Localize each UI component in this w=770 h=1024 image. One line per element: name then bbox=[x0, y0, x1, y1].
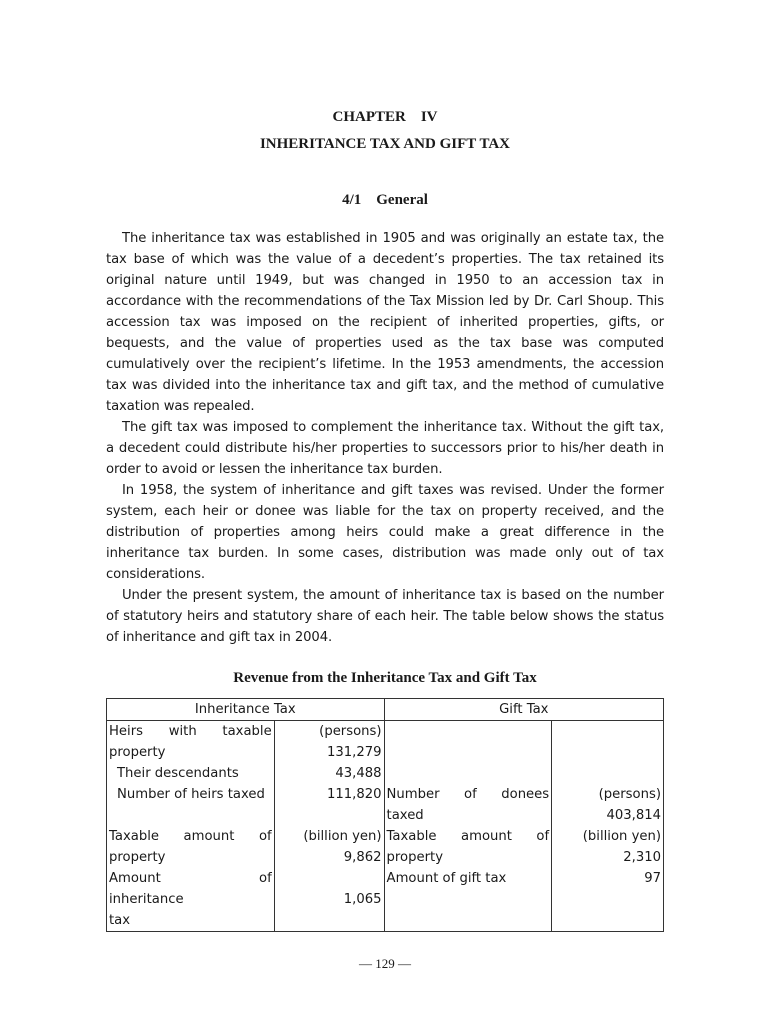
heirs-value: 131,279 bbox=[327, 745, 382, 760]
paragraph: The inheritance tax was established in 1905 and was originally an estate tax, the tax base of which was the value of a decedent’s properties. The tax retained its original nature until 1949, but was changed in 1950 to an accession tax in accordance with the recommendations of the Tax Mission led by Dr. Carl Shoup. This accession tax was imposed on the recipient of inherited properties, gifts, or bequests, and the value of properties used as the tax base was computed cumulatively over the recipient’s lifetime. In the 1953 amendments, the accession tax was divided into the inheritance tax and gift tax, and the method of cumulative taxation was repealed. bbox=[106, 231, 664, 414]
gift-amount-label: Amount of gift tax bbox=[386, 871, 507, 886]
descendants-value: 43,488 bbox=[335, 766, 382, 781]
inheritance-values bbox=[274, 721, 384, 932]
gift-amount-value: 97 bbox=[644, 871, 661, 886]
gift-taxable-label-cont: property bbox=[386, 850, 443, 865]
header-inheritance-tax: Inheritance Tax bbox=[107, 699, 385, 721]
table-caption: Revenue from the Inheritance Tax and Gift Tax bbox=[233, 670, 537, 686]
heirs-taxed-label: Number of heirs taxed bbox=[117, 787, 265, 802]
header-gift-tax: Gift Tax bbox=[384, 699, 663, 721]
gift-unit-persons: (persons) bbox=[598, 787, 661, 802]
section-heading: 4/1 General bbox=[342, 192, 428, 208]
revenue-table bbox=[106, 698, 664, 932]
inh-taxable-label: Taxable amount of bbox=[109, 829, 272, 844]
gift-labels bbox=[384, 721, 552, 932]
inh-taxable-value: 9,862 bbox=[343, 850, 382, 865]
heirs-label-cont: property bbox=[109, 745, 166, 760]
inh-unit-persons: (persons) bbox=[319, 724, 382, 739]
donees-label: Number of donees bbox=[386, 787, 550, 802]
table-header-row bbox=[107, 699, 664, 721]
inh-unit-billion: (billion yen) bbox=[303, 829, 382, 844]
chapter-title: INHERITANCE TAX AND GIFT TAX bbox=[259, 136, 511, 152]
gift-taxable-label: Taxable amount of bbox=[386, 829, 550, 844]
body-text bbox=[106, 228, 664, 648]
inh-taxable-label-cont: property bbox=[109, 850, 166, 865]
donees-label-cont: taxed bbox=[386, 808, 424, 823]
paragraph: In 1958, the system of inheritance and gift taxes was revised. Under the former system, each heir or donee was liable for the tax on property received, and the distribution of properties among heirs could make a great difference in the inheritance tax burden. In some cases, distribution was made only out of tax considerations. bbox=[106, 483, 664, 582]
paragraph: The gift tax was imposed to complement the inheritance tax. Without the gift tax, a decedent could distribute his/her properties to successors prior to his/her death in order to avoid or lessen the inheritance tax burden. bbox=[106, 420, 664, 477]
donees-value: 403,814 bbox=[606, 808, 661, 823]
gift-values bbox=[552, 721, 664, 932]
inh-amount-label-cont: tax bbox=[109, 913, 131, 928]
paragraph: Under the present system, the amount of inheritance tax is based on the number of statutory heirs and statutory share of each heir. The table below shows the status of inheritance and gift tax in 2004. bbox=[106, 588, 664, 645]
gift-unit-billion: (billion yen) bbox=[582, 829, 661, 844]
inh-amount-value: 1,065 bbox=[343, 892, 382, 907]
gift-taxable-value: 2,310 bbox=[623, 850, 661, 865]
inheritance-labels bbox=[107, 721, 285, 932]
table-row bbox=[107, 721, 664, 932]
page-number: — 129 — bbox=[359, 956, 411, 971]
inh-amount-label: Amount of inheritance bbox=[109, 871, 285, 907]
chapter-label: CHAPTER IV bbox=[332, 109, 438, 125]
heirs-label: Heirs with taxable bbox=[109, 724, 272, 739]
heirs-taxed-value: 111,820 bbox=[327, 787, 382, 802]
descendants-label: Their descendants bbox=[117, 766, 239, 781]
